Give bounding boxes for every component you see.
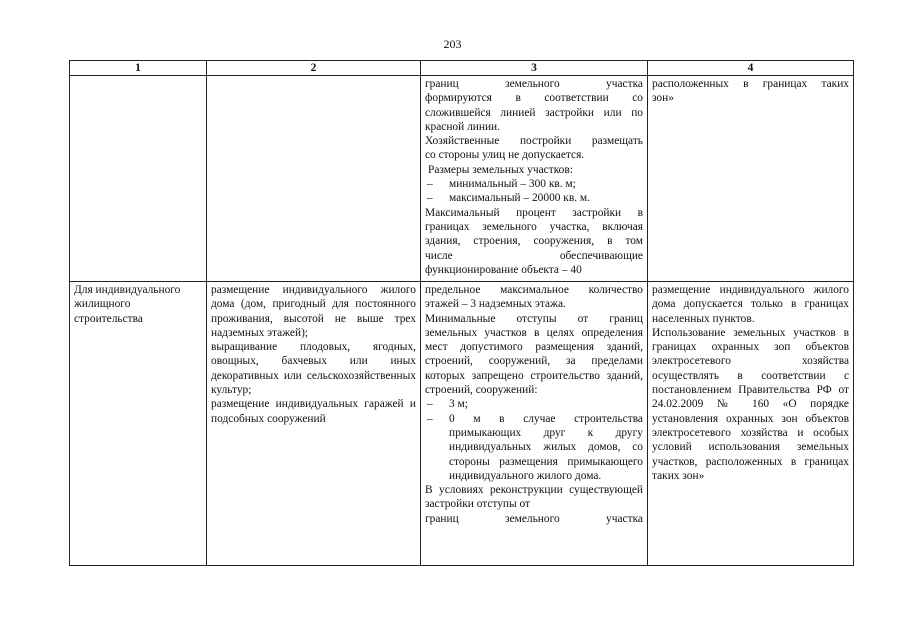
parameter-paragraph: предельное максимальное количество этажей – 3 надземных этажа. [425, 284, 643, 311]
table-header-row [70, 61, 854, 76]
column-header-3: 3 [421, 61, 648, 76]
text-line: сложившейся линией застройки или по [425, 106, 643, 119]
permitted-use-item: размещение индивидуального жилого дома (дом, пригодный для постоянного проживания, высотой не выше трех надземных этажей); [211, 284, 416, 339]
plot-size-list [425, 177, 643, 206]
table-row [70, 282, 854, 566]
text-line: здания, строения, сооружения, в том [425, 235, 643, 248]
text-line: числе обеспечивающие [425, 249, 643, 262]
row2-cell-permitted-uses [207, 282, 421, 566]
page-number: 203 [443, 37, 462, 51]
list-item: – 3 м; [425, 397, 643, 411]
text-line: границ земельного участка [425, 512, 643, 525]
use-type-label: Для индивидуального жилищного строительства [74, 284, 181, 325]
column-header-1: 1 [70, 61, 207, 76]
setback-list [425, 397, 643, 483]
row2-cell-parameters [421, 282, 648, 566]
text-line: со стороны улиц не допускается. [425, 149, 585, 162]
row1-cell-permitted-uses [207, 76, 421, 282]
row1-cell-use-type [70, 76, 207, 282]
parameter-paragraph: Минимальные отступы от границ земельных участков в целях определения мест допустимого размещения зданий, строений, сооружений, за пределами которых запрещено строительство зданий, строений, сооружений: [425, 312, 643, 397]
regulations-table [69, 60, 854, 566]
permitted-use-item: выращивание плодовых, ягодных, овощных, бахчевых или иных декоративных или сельскохозяйственных культур; [211, 341, 416, 397]
text-line: Хозяйственные постройки размещать [425, 135, 643, 148]
column-header-2: 2 [207, 61, 421, 76]
restriction-paragraph: размещение индивидуального жилого дома допускается только в границах населенных пунктов. [652, 284, 849, 325]
text-line: границ земельного участка [425, 78, 643, 90]
row1-cell-restrictions [648, 76, 854, 282]
text-line: границах земельного участка, включая [425, 220, 643, 233]
list-item: – 0 м в случае строительства примыкающих друг к другу индивидуальных жилых домов, со стороны размещения примыкающего индивидуального жилого дома. [425, 412, 643, 483]
list-item: – минимальный – 300 кв. м; [425, 177, 643, 191]
text-line: Максимальный процент застройки в [425, 206, 643, 219]
parameter-paragraph: В условиях реконструкции существующей застройки отступы от [425, 484, 643, 511]
permitted-use-item: размещение индивидуальных гаражей и подсобных сооружений [211, 398, 416, 425]
text-line: формируются в соответствии со [425, 92, 643, 105]
row2-cell-restrictions [648, 282, 854, 566]
row2-cell-use-type [70, 282, 207, 566]
text-line: расположенных в границах таких [652, 78, 849, 90]
row1-cell-parameters [421, 76, 648, 282]
restriction-paragraph: Использование земельных участков в границах охранных зоп объектов электросетевого хозяйства осуществлять в соответствии с постановлением Правительства РФ от 24.02.2009 № 160 «О порядке установления охранных зон объектов электросетевого хозяйства и особых условий использования земельных участков, расположенных в границах таких зон» [652, 326, 849, 482]
text-line: Размеры земельных участков: [428, 163, 573, 176]
table-row [70, 76, 854, 282]
column-header-4: 4 [648, 61, 854, 76]
list-item: – максимальный – 20000 кв. м. [425, 191, 643, 205]
text-line: функционирование объекта – 40 [425, 263, 582, 276]
text-line: зон» [652, 92, 674, 105]
text-line: красной линии. [425, 120, 500, 133]
